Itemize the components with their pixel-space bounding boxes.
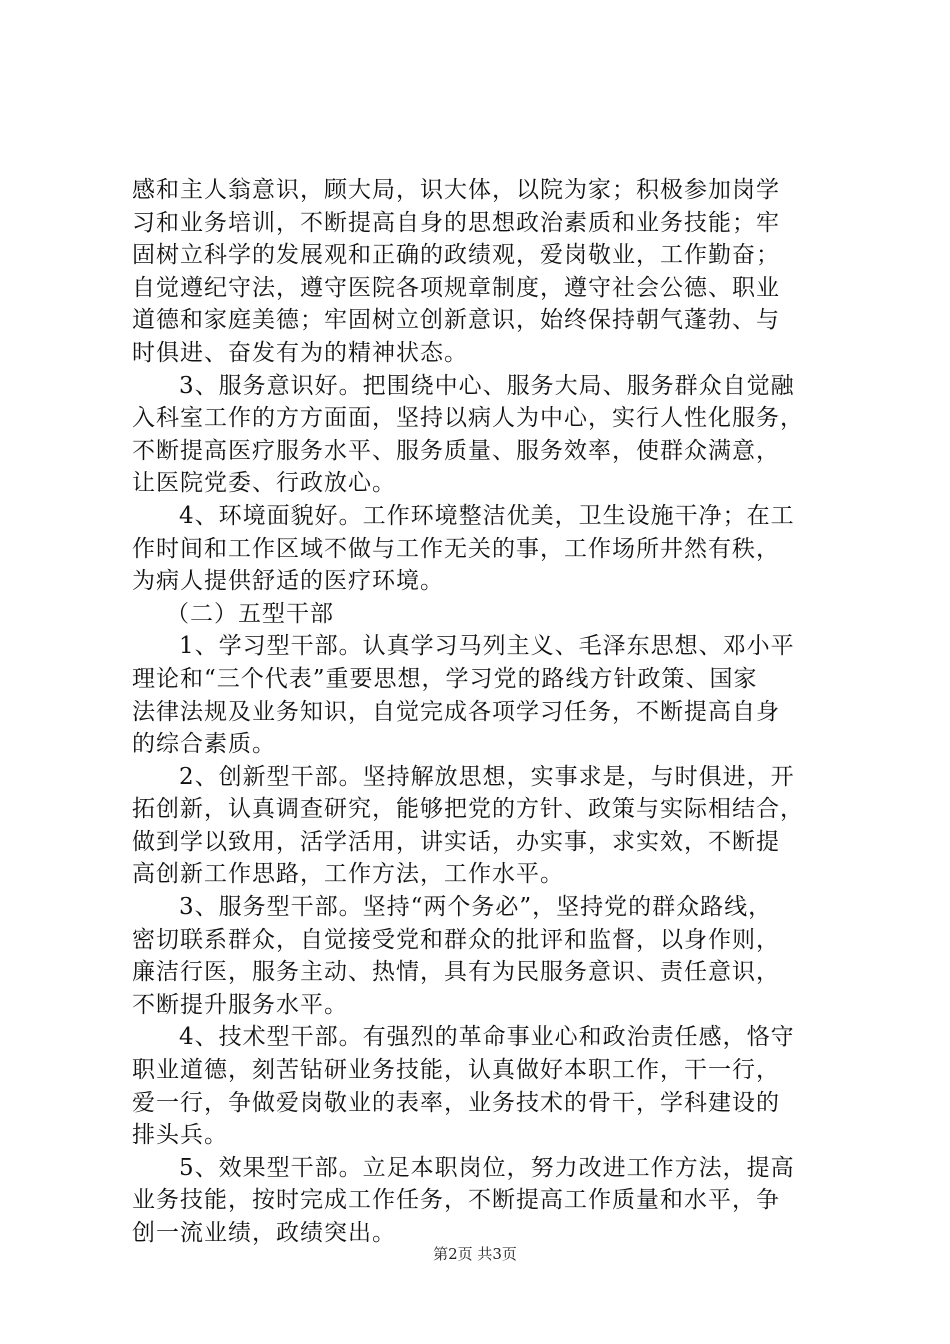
text-line: 2、创新型干部。坚持解放思想，实事求是，与时俱进，开 <box>179 763 795 790</box>
document-body <box>132 174 832 1250</box>
paragraph-environment <box>132 500 832 598</box>
paragraph-technical-cadre <box>132 1021 832 1151</box>
paragraph-innovation-cadre <box>132 761 832 891</box>
text-line: 道德和家庭美德；牢固树立创新意识，始终保持朝气蓬勃、与 <box>132 307 780 334</box>
text-line: 业务技能，按时完成工作任务，不断提高工作质量和水平，争 <box>132 1187 780 1214</box>
text-line: 拓创新，认真调查研究，能够把党的方针、政策与实际相结合， <box>132 796 804 823</box>
text-line: 做到学以致用，活学活用，讲实话，办实事，求实效，不断提 <box>132 828 780 855</box>
text-line: 职业道德，刻苦钻研业务技能，认真做好本职工作，干一行， <box>132 1057 780 1084</box>
text-line: 5、效果型干部。立足本职岗位，努力改进工作方法，提高 <box>179 1154 795 1181</box>
page-footer <box>0 1244 950 1264</box>
text-line: 爱一行，争做爱岗敬业的表率，业务技术的骨干，学科建设的 <box>132 1089 780 1116</box>
text-line: 1、学习型干部。认真学习马列主义、毛泽东思想、邓小平 <box>179 633 795 660</box>
paragraph-continuation <box>132 174 832 370</box>
text-line: 4、环境面貌好。工作环境整洁优美，卫生设施干净；在工 <box>179 502 795 529</box>
section-heading <box>132 598 832 631</box>
paragraph-service-cadre <box>132 891 832 1021</box>
text-line: 入科室工作的方方面面，坚持以病人为中心，实行人性化服务， <box>132 405 804 432</box>
text-line: 为病人提供舒适的医疗环境。 <box>132 568 444 595</box>
text-line: 3、服务型干部。坚持“两个务必”，坚持党的群众路线， <box>179 894 773 921</box>
text-line: 4、技术型干部。有强烈的革命事业心和政治责任感，恪守 <box>179 1024 795 1051</box>
text-line: 的综合素质。 <box>132 731 276 758</box>
text-line: 廉洁行医，服务主动、热情，具有为民服务意识、责任意识， <box>132 959 780 986</box>
text-line: 创一流业绩，政绩突出。 <box>132 1220 396 1246</box>
text-line: 法律法规及业务知识，自觉完成各项学习任务，不断提高自身 <box>132 698 780 725</box>
text-line: 理论和“三个代表”重要思想，学习党的路线方针政策、国家 <box>132 665 758 692</box>
paragraph-learning-cadre <box>132 630 832 760</box>
text-line: 时俱进、奋发有为的精神状态。 <box>132 339 468 366</box>
text-line: 让医院党委、行政放心。 <box>132 470 396 497</box>
text-line: 高创新工作思路，工作方法，工作水平。 <box>132 861 564 888</box>
paragraph-results-cadre <box>132 1152 832 1250</box>
text-line: 自觉遵纪守法，遵守医院各项规章制度，遵守社会公德、职业 <box>132 274 780 301</box>
text-line: 3、服务意识好。把围绕中心、服务大局、服务群众自觉融 <box>179 372 795 399</box>
text-line: 作时间和工作区域不做与工作无关的事，工作场所井然有秩， <box>132 535 780 562</box>
text-line: 感和主人翁意识，顾大局，识大体，以院为家；积极参加岗学 <box>132 177 780 203</box>
page-number: 第2页 共3页 <box>433 1245 517 1263</box>
text-line: 不断提升服务水平。 <box>132 991 348 1018</box>
text-line: 不断提高医疗服务水平、服务质量、服务效率，使群众满意， <box>132 437 780 464</box>
text-line: 排头兵。 <box>132 1122 228 1149</box>
text-line: 习和业务培训，不断提高自身的思想政治素质和业务技能；牢 <box>132 209 780 236</box>
section-heading-text: （二）五型干部 <box>166 600 334 627</box>
paragraph-service-awareness <box>132 370 832 500</box>
text-line: 密切联系群众，自觉接受党和群众的批评和监督，以身作则， <box>132 926 780 953</box>
text-line: 固树立科学的发展观和正确的政绩观，爱岗敬业，工作勤奋； <box>132 242 780 269</box>
